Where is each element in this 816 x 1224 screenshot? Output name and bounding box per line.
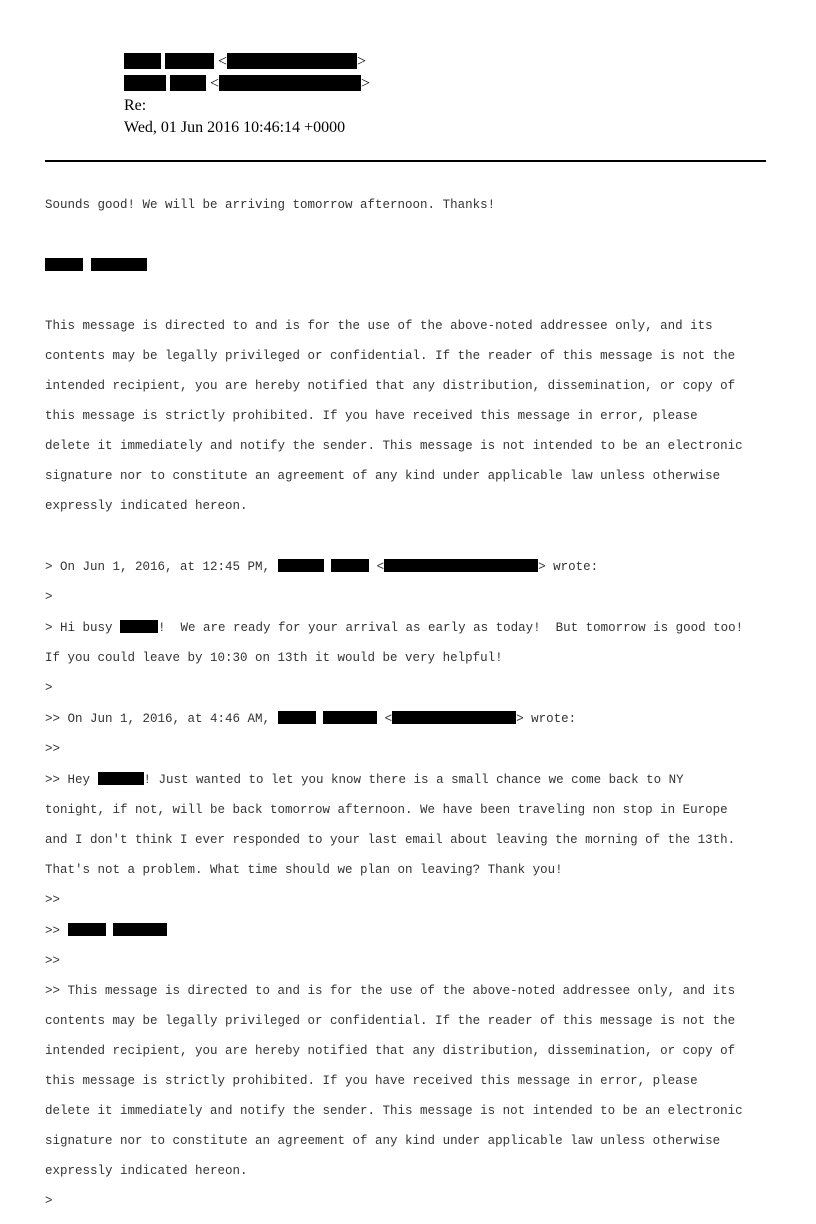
quote-signature: >> bbox=[45, 923, 785, 939]
quote-line: tonight, if not, will be back tomorrow afternoon. We have been traveling non stop in Europe bbox=[45, 803, 728, 817]
quote-line: If you could leave by 10:30 on 13th it would be very helpful! bbox=[45, 651, 503, 665]
disclaimer-line: This message is directed to and is for the use of the above-noted addressee only, and its bbox=[45, 319, 713, 333]
quote-disclaimer-line: contents may be legally privileged or confidential. If the reader of this message is not the bbox=[45, 1014, 736, 1028]
redacted-block bbox=[68, 923, 106, 936]
redacted-block bbox=[98, 772, 144, 785]
disclaimer-line: this message is strictly prohibited. If you have received this message in error, please bbox=[45, 409, 698, 423]
redacted-block bbox=[45, 258, 83, 271]
redacted-block bbox=[331, 559, 369, 572]
header-divider bbox=[45, 160, 766, 162]
quote-line: >> bbox=[45, 893, 61, 907]
redacted-block bbox=[384, 559, 538, 572]
quote-disclaimer-line: signature nor to constitute an agreement of any kind under applicable law unless otherwise bbox=[45, 1134, 721, 1148]
quote-header-1: > On Jun 1, 2016, at 12:45 PM, < > wrote: bbox=[45, 560, 599, 574]
disclaimer-line: signature nor to constitute an agreement of any kind under applicable law unless otherwise bbox=[45, 469, 721, 483]
angle-close: > bbox=[361, 75, 371, 92]
quote-line: That's not a problem. What time should we plan on leaving? Thank you! bbox=[45, 863, 563, 877]
redacted-block bbox=[113, 923, 167, 936]
quote-disclaimer-line: this message is strictly prohibited. If you have received this message in error, please bbox=[45, 1074, 698, 1088]
redacted-block bbox=[124, 75, 166, 91]
redacted-block bbox=[170, 75, 206, 91]
message-body bbox=[45, 183, 785, 1224]
redacted-block bbox=[120, 620, 158, 633]
reply-line: Sounds good! We will be arriving tomorrow afternoon. Thanks! bbox=[45, 198, 496, 212]
disclaimer-line: expressly indicated hereon. bbox=[45, 499, 248, 513]
redacted-block bbox=[91, 258, 147, 271]
redacted-block bbox=[392, 711, 516, 724]
quote-line: >> Hey ! Just wanted to let you know there is a small chance we come back to NY bbox=[45, 773, 684, 787]
date-value: Wed, 01 Jun 2016 10:46:14 +0000 bbox=[124, 119, 346, 136]
redacted-block bbox=[323, 711, 377, 724]
disclaimer-line: intended recipient, you are hereby notified that any distribution, dissemination, or copy of bbox=[45, 379, 736, 393]
angle-close: > bbox=[357, 53, 367, 70]
disclaimer-line: delete it immediately and notify the sender. This message is not intended to be an electronic bbox=[45, 439, 743, 453]
quote-line: and I don't think I ever responded to your last email about leaving the morning of the 13th. bbox=[45, 833, 736, 847]
quote-line: > bbox=[45, 681, 53, 695]
signature-redacted bbox=[45, 258, 785, 274]
redacted-block bbox=[278, 711, 316, 724]
from-value bbox=[124, 51, 366, 73]
quote-end-marker: > bbox=[45, 1194, 53, 1208]
quote-line: > bbox=[45, 590, 53, 604]
quote-line: >> bbox=[45, 742, 61, 756]
redacted-block bbox=[124, 53, 161, 69]
redacted-block bbox=[165, 53, 214, 69]
to-value bbox=[124, 73, 370, 95]
quote-header-2: >> On Jun 1, 2016, at 4:46 AM, < > wrote: bbox=[45, 712, 577, 726]
quote-line: >> bbox=[45, 954, 61, 968]
quote-line: > Hi busy ! We are ready for your arrival as early as today! But tomorrow is good too! bbox=[45, 621, 744, 635]
quote-disclaimer-line: delete it immediately and notify the sender. This message is not intended to be an electronic bbox=[45, 1104, 743, 1118]
quote-disclaimer-line: >> This message is directed to and is for the use of the above-noted addressee only, and its bbox=[45, 984, 736, 998]
quote-disclaimer-line: expressly indicated hereon. bbox=[45, 1164, 248, 1178]
quote-disclaimer-line: intended recipient, you are hereby notified that any distribution, dissemination, or copy of bbox=[45, 1044, 736, 1058]
redacted-block bbox=[227, 53, 357, 69]
redacted-block bbox=[219, 75, 361, 91]
angle-open: < bbox=[218, 53, 228, 70]
subject-value: Re: bbox=[124, 97, 147, 114]
angle-open: < bbox=[210, 75, 220, 92]
redacted-block bbox=[278, 559, 324, 572]
disclaimer-line: contents may be legally privileged or confidential. If the reader of this message is not the bbox=[45, 349, 736, 363]
